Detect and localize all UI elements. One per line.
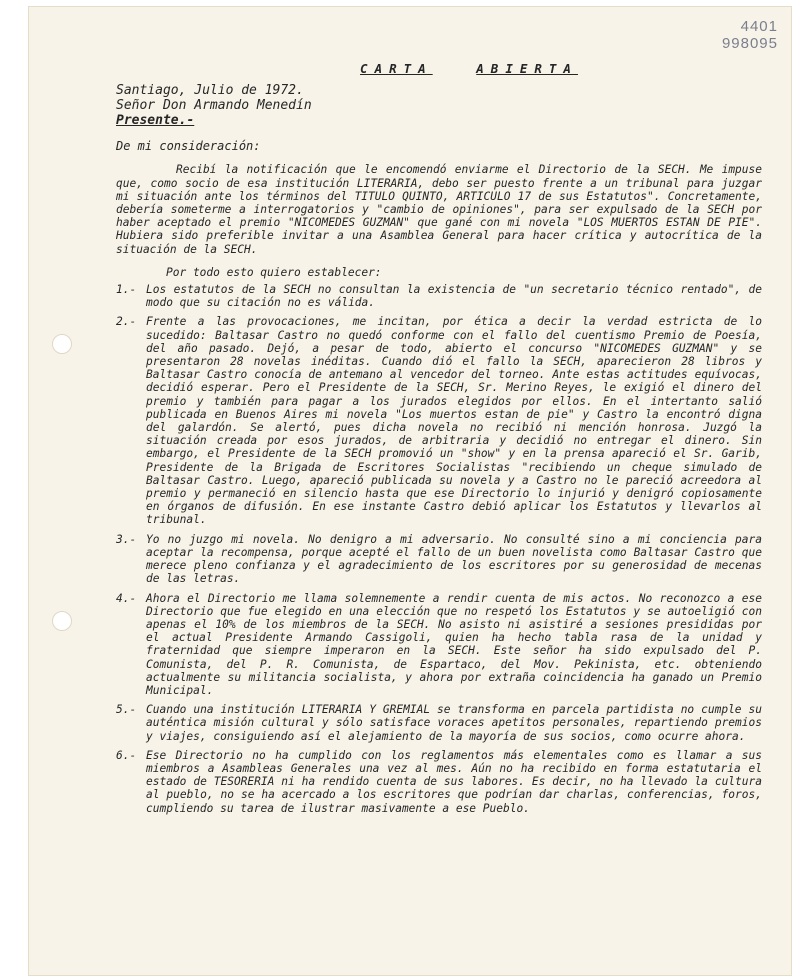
punch-hole — [52, 611, 72, 631]
presente: Presente.- — [116, 113, 195, 129]
point-number: 6.- — [116, 748, 137, 762]
title-word-2: ABIERTA — [476, 61, 578, 76]
point-number: 5.- — [116, 703, 137, 717]
archive-number: 4401 — [740, 18, 778, 35]
point-text: Yo no juzgo mi novela. No denigro a mi adversario. No consulté sino a mi conciencia para aceptar la recompensa, porque acepté el fallo de un buen novelista como Baltasar Castro que merece pleno confianza y el agradecimiento de los escritores por su generosidad de mecenas de las letras. — [146, 532, 762, 586]
point-number: 4.- — [116, 591, 137, 605]
point-number: 2.- — [116, 315, 137, 329]
point-item — [116, 703, 762, 743]
point-text: Frente a las provocaciones, me incitan, por ética a decir la verdad estricta de lo sucedido: Baltasar Castro no quedó conforme con el fallo del cuentismo Premio de Poesía, del año pasado. Dejó, a pesar de todo, abierto el concurso "NICOMEDES GUZMAN" y se presentaron 28 novelas inéditas. Cuando dió el fallo la SECH, aparecieron 28 libros y Baltasar Castro conocía de antemano al vencedor del torneo. Ante estas actitudes equívocas, decidió esperar. Pero el Presidente de la SECH, Sr. Merino Reyes, le exigió el dinero del premio y también para pagar a los jurados elegidos por ellos. En el intertanto salió publicada en Buenos Aires mi novela "Los muertos estan de pie" y Castro la encontró digna del galardón. Se alertó, pues dicha novela no recibió ni mención honrosa. Juzgó la situación creada por esos jurados, de arbitraria y decidió no entregar el dinero. Sin embargo, el Presidente de la SECH promovió un "show" y en la prensa apareció el Sr. Garib, Presidente de la Brigada de Escritores Socialistas "recibiendo un cheque simulado de Baltasar Castro. Luego, apareció publicada su novela y a Castro no le pareció acreedora al premio y permaneció en silencio hasta que ese Directorio lo injurió y denigró copiosamente en órganos de difusión. En ese instante Castro debió aplicar los Estatutos y llevarlos al tribunal. — [146, 315, 762, 527]
point-text: Cuando una institución LITERARIA Y GREMIAL se transforma en parcela partidista no cumple su auténtica misión cultural y sólo satisface voraces apetitos personales, repartiendo premios y viajes, consiguiendo así el alejamiento de la mayoría de sus socios, como ocurre ahora. — [146, 703, 762, 743]
intro-paragraph: Recibí la notificación que le encomendó enviarme el Directorio de la SECH. Me impuse que, como socio de esa institución LITERARIA, debo ser puesto frente a un tribunal para juzgar mi situación ante los términos del TITULO QUINTO, ARTICULO 17 de sus Estatutos". Concretamente, debería someterme a interrogatorios y "cambio de opiniones", para ser expulsado de la SECH por haber aceptado el premio "NICOMEDES GUZMAN" que gané con mi novela "LOS MUERTOS ESTAN DE PIE". Hubiera sido preferible invitar a una Asamblea General para hacer crítica y autocrítica de la situación de la SECH. — [116, 163, 762, 256]
point-item — [116, 283, 762, 309]
letter-title — [176, 62, 762, 75]
point-text: Los estatutos de la SECH no consultan la existencia de "un secretario técnico rentado", de modo que su citación no es válida. — [146, 283, 762, 310]
letter-body — [116, 62, 762, 821]
point-number: 3.- — [116, 532, 137, 546]
point-item — [116, 592, 762, 698]
addressee: Señor Don Armando Menedín — [116, 98, 312, 114]
point-item — [116, 315, 762, 526]
punch-hole — [52, 334, 72, 354]
points-list — [116, 283, 762, 815]
point-text: Ese Directorio no ha cumplido con los reglamentos más elementales como es llamar a sus miembros a Asambleas Generales una vez al mes. Aún no ha recibido en forma estatutaria el estado de TESORERIA ni ha rendido cuenta de sus labores. Es decir, no ha llevado la cultura al pueblo, no se ha acercado a los escritores que podrían dar charlas, conferencias, foros, cumpliendo su tarea de ilustrar masivamente a ese Pueblo. — [146, 748, 762, 815]
title-word-1: CARTA — [360, 61, 433, 76]
letter-page — [28, 6, 792, 976]
archive-code: 998095 — [721, 35, 778, 52]
point-number: 1.- — [116, 283, 137, 297]
place-date: Santiago, Julio de 1972. — [116, 83, 304, 99]
point-item — [116, 749, 762, 815]
archive-marks — [722, 18, 778, 52]
lead-sentence: Por todo esto quiero establecer: — [166, 265, 382, 279]
salutation: De mi consideración: — [116, 139, 261, 154]
point-text: Ahora el Directorio me llama solemnemente a rendir cuenta de mis actos. No reconozco a ese Directorio que fue elegido en una elección que no respetó los Estatutos y se autoeligió con apenas el 10% de los miembros de la SECH. No asisto ni asistiré a sesiones presididas por el actual Presidente Armando Cassigoli, quien ha hecho tabla rasa de la unidad y fraternidad que siempre imperaron en la SECH. Este señor ha sido expulsado del P. Comunista, del P. R. Comunista, de Espartaco, del Mov. Pekinista, etc. obteniendo actualmente su militancia socialista, y ahora por extraña coincidencia ha ganado un Premio Municipal. — [146, 591, 762, 697]
point-item — [116, 533, 762, 586]
